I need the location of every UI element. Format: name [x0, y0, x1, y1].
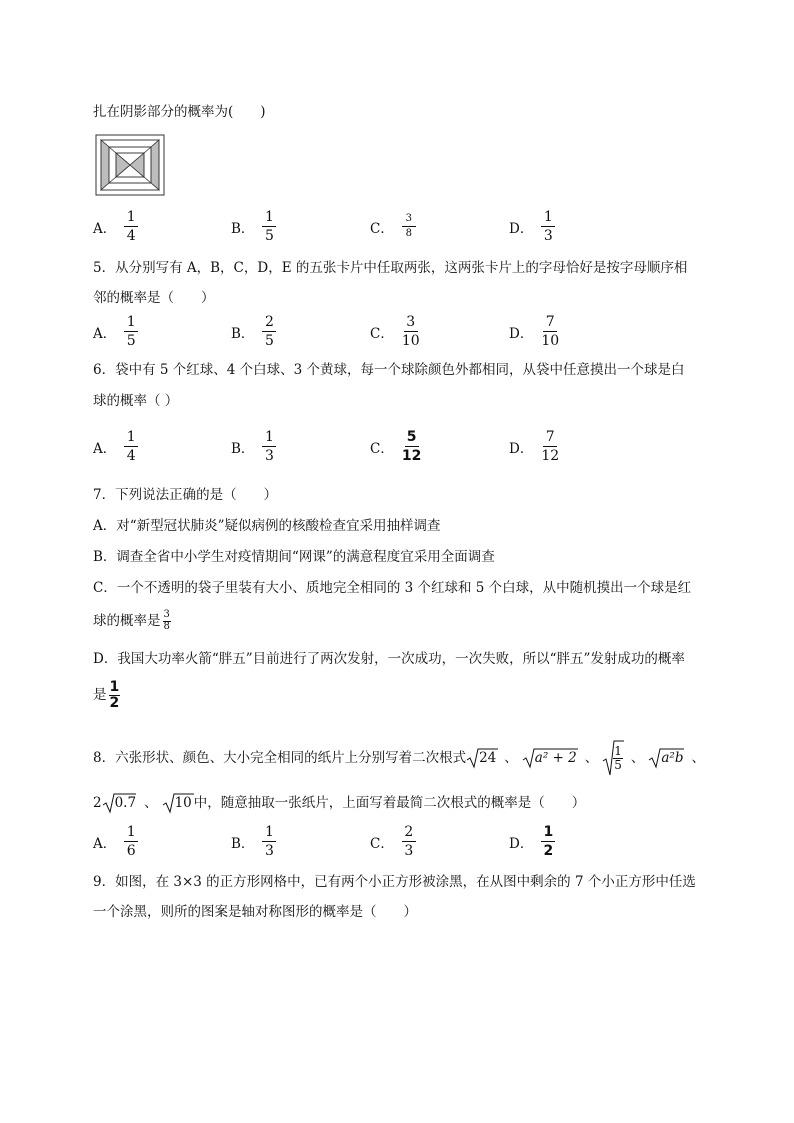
q8-option-b[interactable]: B． $\frac{1}{3}$ — [231, 825, 276, 858]
q6-option-a[interactable]: A． $\frac{1}{4}$ — [93, 430, 138, 463]
q6-stem-line1: 6．袋中有 5 个红球、4 个白球、3 个黄球，每一个球除颜色外都相同，从袋中任意摸出一个球是白 — [93, 362, 685, 378]
nested-squares-figure — [95, 134, 165, 196]
q9-stem-line2: 一个涂黑，则所的图案是轴对称图形的概率是（ ） — [93, 904, 417, 920]
q4-option-c[interactable]: C． $\frac{3}{8}$ — [370, 214, 416, 239]
q6-option-c[interactable]: C． $\frac{5}{12}$ — [370, 429, 422, 464]
q9-stem-line1: 9．如图，在 3×3 的正方形网格中，已有两个小正方形被涂黑，在从图中剩余的 7 个小正方形中任选 — [93, 874, 696, 890]
q4-stem-tail: 扎在阴影部分的概率为( ) — [93, 104, 266, 120]
q7-option-d-line1[interactable]: D．我国大功率火箭“胖五”目前进行了两次发射，一次成功，一次失败，所以“胖五”发射成功的概率 — [93, 651, 685, 667]
q7-option-b[interactable]: B．调查全省中小学生对疫情期间“网课”的满意程度宜采用全面调查 — [93, 549, 495, 565]
q5-stem-line1: 5．从分别写有 A，B，C，D，E 的五张卡片中任取两张，这两张卡片上的字母恰好是按字母顺序相 — [93, 260, 688, 276]
q8-option-d[interactable]: D． $\frac{1}{2}$ — [509, 825, 555, 858]
q7-stem: 7．下列说法正确的是（ ） — [93, 487, 278, 503]
q8-stem-line1: 8．六张形状、颜色、大小完全相同的纸片上分别写着二次根式 24 、 a² + 2 、 $\frac{1}{5}$ 、 a²b 、 — [93, 738, 709, 778]
q4-option-b[interactable]: B． $\frac{1}{5}$ — [231, 210, 276, 243]
q5-option-d[interactable]: D． $\frac{7}{10}$ — [509, 314, 560, 349]
q5-option-a[interactable]: A． $\frac{1}{5}$ — [93, 315, 138, 348]
q8-stem-line2: 2 0.7 、 10 中，随意抽取一张纸片，上面写着最简二次根式的概率是（ ） — [93, 792, 585, 814]
q6-option-d[interactable]: D． $\frac{7}{12}$ — [509, 429, 560, 464]
q7-option-d-line2: 是 $\frac{1}{2}$ — [93, 679, 120, 711]
q4-option-d[interactable]: D． $\frac{1}{3}$ — [509, 210, 555, 243]
q5-stem-line2: 邻的概率是（ ） — [93, 290, 215, 306]
q6-option-b[interactable]: B． $\frac{1}{3}$ — [231, 430, 276, 463]
q8-option-a[interactable]: A． $\frac{1}{6}$ — [93, 825, 138, 858]
q5-option-c[interactable]: C． $\frac{3}{10}$ — [370, 314, 420, 349]
q7-option-c-line2: 球的概率是 $\frac{3}{8}$ — [93, 609, 170, 632]
q8-option-c[interactable]: C． $\frac{2}{3}$ — [370, 825, 416, 858]
q7-option-c-line1[interactable]: C．一个不透明的袋子里装有大小、质地完全相同的 3 个红球和 5 个白球，从中随机摸出一个球是红 — [93, 580, 692, 596]
q5-option-b[interactable]: B． $\frac{2}{5}$ — [231, 315, 276, 348]
q4-option-a[interactable]: A． $\frac{1}{4}$ — [93, 210, 138, 243]
q6-stem-line2: 球的概率（ ） — [93, 393, 179, 409]
q7-option-a[interactable]: A．对“新型冠状肺炎”疑似病例的核酸检查宜采用抽样调查 — [93, 518, 441, 534]
